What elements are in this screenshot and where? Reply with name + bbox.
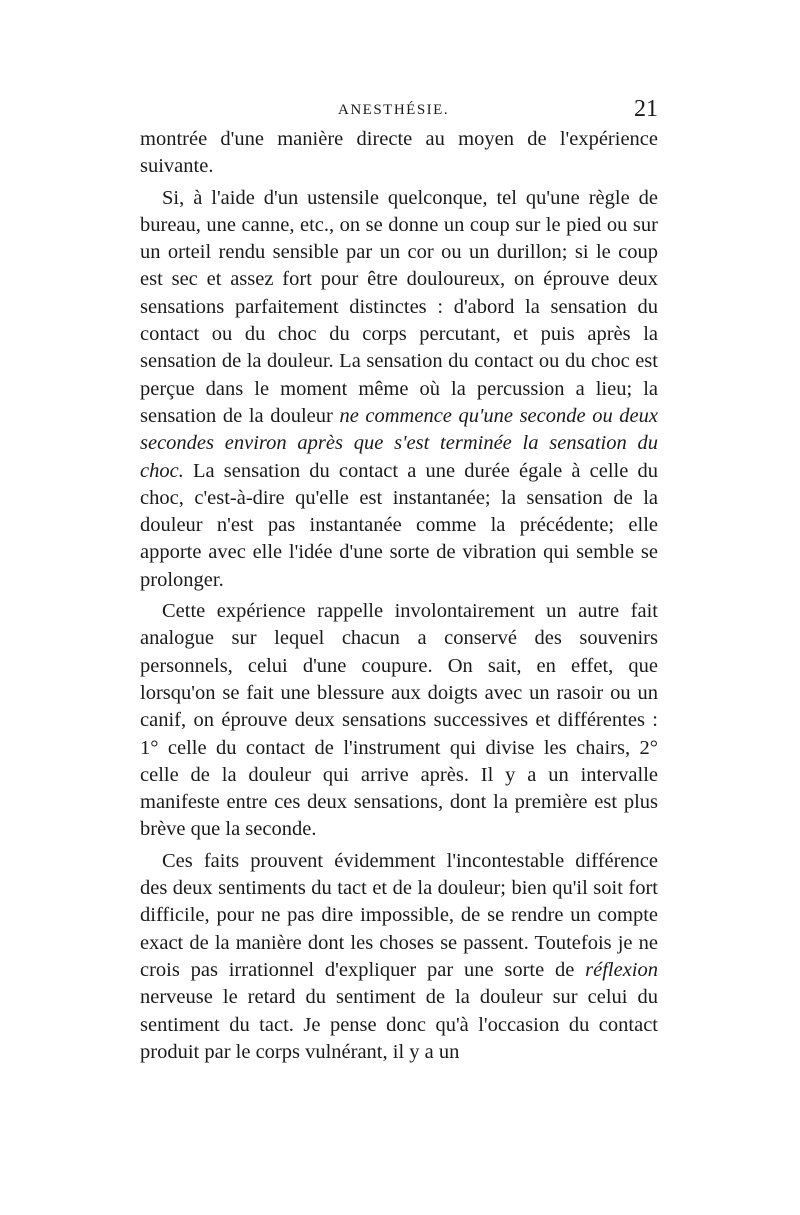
paragraph-2-italic: ne commence qu'une seconde ou deux secondes environ après que s'est terminée la sensation du choc. [140,404,658,482]
running-head [140,96,660,126]
page-number: 21 [634,96,658,122]
running-title: ANESTHÉSIE. [338,102,450,118]
paragraph-4-italic: réflexion [585,958,658,981]
paragraph-2-text-a: Si, à l'aide d'un ustensile quelconque, tel qu'une règle de bureau, une canne, etc., on se donne un coup sur le pied ou sur un orteil rendu sensible par un cor ou un durillon; si le coup est sec et assez fort pour être douloureux, on éprouve deux sensations parfaitement distinctes : d'abord la sensation du contact ou du choc du corps percutant, et puis après la sensation de la douleur. La sensation du contact ou du choc est perçue dans le moment même où la percussion a lieu; la sensation de la douleur [140,186,658,427]
paragraph-2-text-b: La sensation du contact a une durée égale à celle du choc, c'est-à-dire qu'elle est instantanée; la sensation de la douleur n'est pas instantanée comme la précédente; elle apporte avec elle l'idée d'une sorte de vibration qui semble se prolonger. [140,459,658,591]
paragraph-4-text-a: Ces faits prouvent évidemment l'incontestable différence des deux sentiments du tact et de la douleur; bien qu'il soit fort difficile, pour ne pas dire impossible, de se rendre un compte exact de la manière dont les choses se passent. Toutefois je ne crois pas irrationnel d'expliquer par une sorte de [140,849,658,981]
paragraph-1-text: montrée d'une manière directe au moyen de l'expérience suivante. [140,128,658,178]
paragraph-3 [140,598,658,844]
paragraph-2 [140,185,658,594]
paragraph-4 [140,848,658,1066]
paragraph-3-text: Cette expérience rappelle involontairement un autre fait analogue sur lequel chacun a conservé des souvenirs personnels, celui d'une coupure. On sait, en effet, que lorsqu'on se fait une blessure aux doigts avec un rasoir ou un canif, on éprouve deux sensations successives et différentes : 1° celle du contact de l'instrument qui divise les chairs, 2° celle de la douleur qui arrive après. Il y a un intervalle manifeste entre ces deux sensations, dont la première est plus brève que la seconde. [140,600,658,841]
paragraph-4-text-b: nerveuse le retard du sentiment de la douleur sur celui du sentiment du tact. Je pense donc qu'à l'occasion du contact produit par le corps vulnérant, il y a un [140,986,658,1063]
paragraph-1 [140,126,658,181]
body-text [140,126,658,1066]
